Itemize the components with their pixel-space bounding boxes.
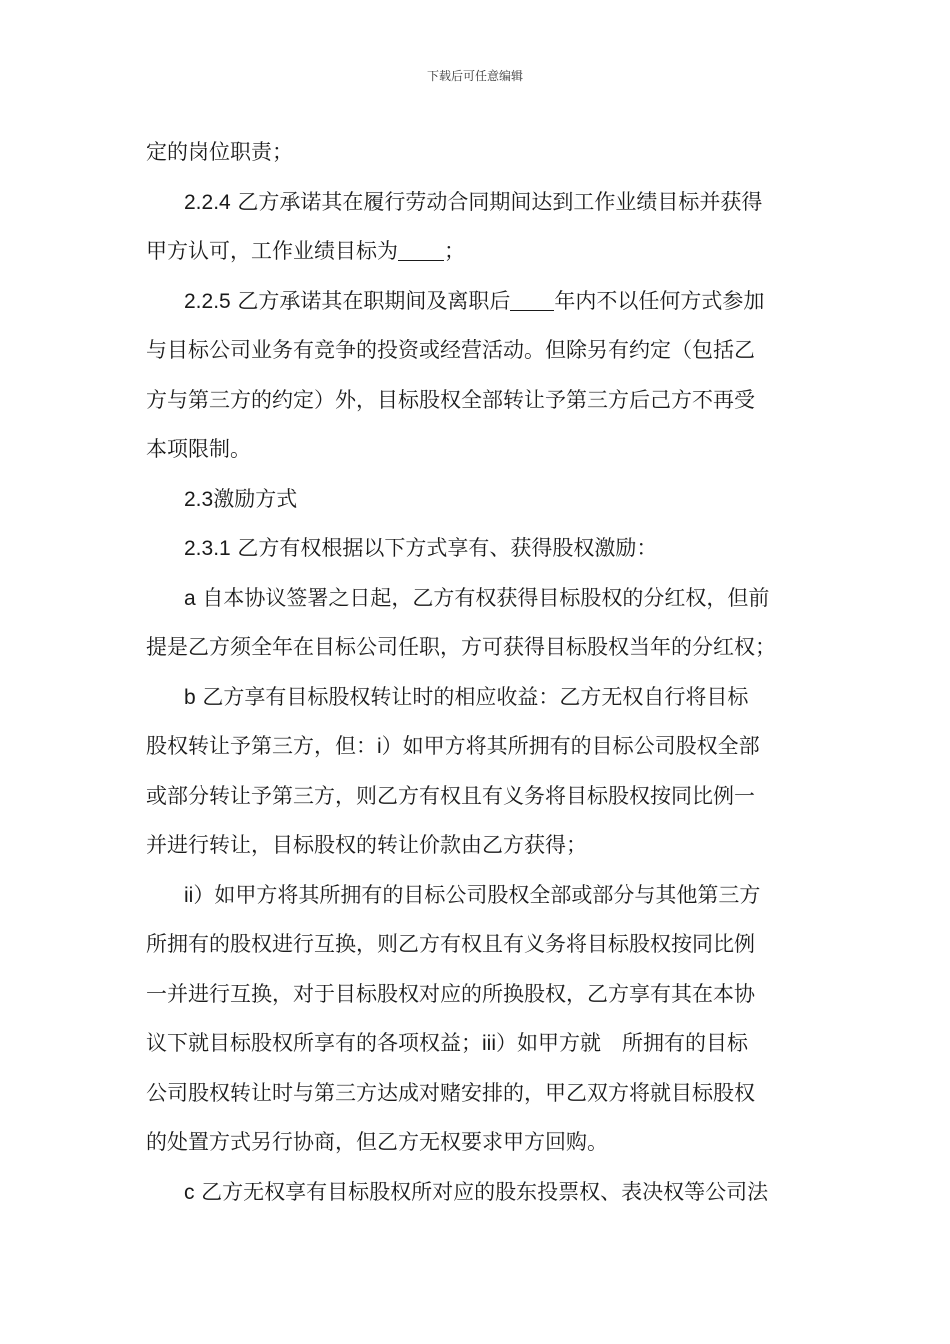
paragraph-line: 一并进行互换，对于目标股权对应的所换股权，乙方享有其在本协 (146, 981, 755, 1006)
clause-text: 年内不以任何方式参加 (554, 288, 765, 313)
paragraph-line: 并进行转让，目标股权的转让价款由乙方获得； (146, 833, 587, 857)
roman-numeral: i (377, 735, 382, 758)
roman-numeral: ii (184, 883, 194, 907)
clause-2-2-4 (146, 178, 810, 228)
paragraph-line: 方与第三方的约定）外，目标股权全部转让予第三方后己方不再受 (146, 387, 755, 412)
section-title: 激励方式 (213, 486, 298, 511)
item-letter: b (184, 685, 196, 709)
clause-text: 乙方有权根据以下方式享有、获得股权激励： (230, 536, 658, 560)
paragraph-line: 提是乙方须全年在目标公司任职，方可获得目标股权当年的分红权； (146, 635, 776, 659)
paragraph-line: 本项限制。 (146, 437, 251, 461)
item-b (146, 673, 810, 723)
paragraph-line: 公司股权转让时与第三方达成对赌安排的，甲乙双方将就目标股权 (146, 1080, 755, 1105)
item-letter: a (184, 586, 196, 610)
paragraph-line: 与目标公司业务有竞争的投资或经营活动。但除另有约定（包括乙 (146, 338, 755, 362)
paragraph-line (146, 1019, 810, 1069)
item-text: ）如甲方将其所拥有的目标公司股权全部或部分与其他第三方 (193, 882, 761, 907)
line-text: 甲方认可，工作业绩目标为 (146, 239, 398, 263)
paragraph-line: 或部分转让予第三方，则乙方有权且有义务将目标股权按同比例一 (146, 783, 755, 808)
clause-2-3-1 (146, 524, 810, 574)
fill-blank-performance-target[interactable] (398, 238, 444, 261)
paragraph-line: 的处置方式另行协商，但乙方无权要求甲方回购。 (146, 1130, 608, 1154)
line-text: ； (444, 239, 465, 263)
line-text: 议下就目标股权所享有的各项权益； (146, 1031, 482, 1055)
clause-text: 乙方承诺其在履行劳动合同期间达到工作业绩目标并获得 (230, 189, 763, 214)
line-text: 股权转让予第三方，但： (146, 734, 377, 758)
item-text: 乙方享有目标股权转让时的相应收益：乙方无权自行将目标 (195, 684, 749, 709)
clause-text: 乙方承诺其在职期间及离职后 (230, 288, 511, 313)
clause-number: 2.3 (184, 487, 214, 511)
page-header: 下载后可任意编辑 (426, 69, 523, 83)
item-ii (146, 871, 810, 921)
clause-number: 2.2.5 (184, 289, 231, 313)
paragraph-line (146, 722, 810, 772)
line-text: ）如甲方将其所拥有的目标公司股权全部 (381, 734, 760, 758)
paragraph-line: 定的岗位职责； (146, 140, 293, 164)
item-a (146, 574, 810, 624)
item-c (146, 1168, 810, 1218)
section-2-3-heading (146, 475, 810, 525)
paragraph-line (146, 227, 810, 277)
document-body (146, 128, 810, 1217)
item-text: 乙方无权享有目标股权所对应的股东投票权、表决权等公司法 (194, 1179, 769, 1204)
item-letter: c (184, 1180, 195, 1204)
item-text: 自本协议签署之日起，乙方有权获得目标股权的分红权，但前 (195, 585, 770, 610)
clause-number: 2.3.1 (184, 537, 231, 560)
roman-numeral: iii (482, 1032, 496, 1055)
paragraph-line: 所拥有的股权进行互换，则乙方有权且有义务将目标股权按同比例 (146, 932, 755, 956)
clause-number: 2.2.4 (184, 190, 231, 214)
fill-blank-years[interactable] (510, 288, 554, 311)
line-text: ）如甲方就 所拥有的目标 (496, 1031, 748, 1055)
clause-2-2-5 (146, 277, 810, 327)
